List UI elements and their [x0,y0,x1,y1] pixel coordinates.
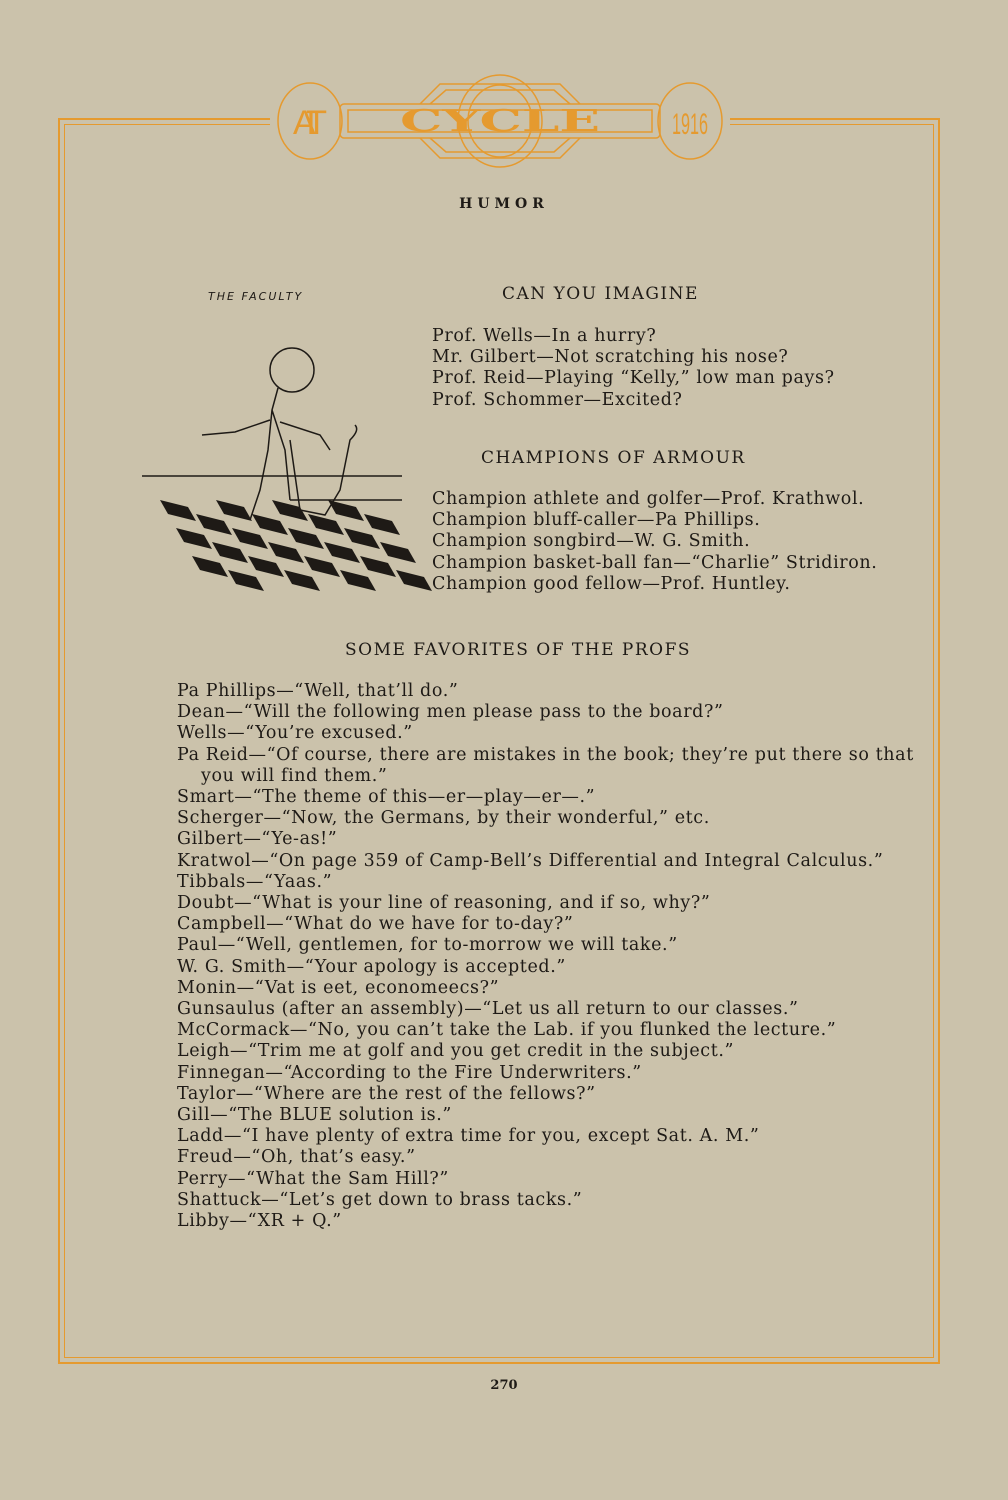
floor-tile [216,500,252,521]
floor-tile [212,542,248,563]
floor-tile [196,514,232,535]
champions-heading: CHAMPIONS OF ARMOUR [481,448,746,468]
logo-year: 1916 [672,108,708,141]
imagine-line: Prof. Schommer—Excited? [432,389,683,410]
favorite-quote: Doubt—“What is your line of reasoning, and if so, why?” [177,893,711,914]
favorite-quote: Pa Reid—“Of course, there are mistakes in the book; they’re put there so that [177,744,914,765]
floor-tile [340,570,376,591]
illustration-caption: THE FACULTY [208,290,304,303]
favorite-quote: Kratwol—“On page 359 of Camp-Bell’s Differential and Integral Calculus.” [177,850,884,871]
floor-tile [176,528,212,549]
favorite-quote: W. G. Smith—“Your apology is accepted.” [177,956,566,977]
section-title: HUMOR [459,196,549,212]
floor-tile [268,542,304,563]
champions-list [432,489,877,595]
imagine-heading: CAN YOU IMAGINE [502,284,699,304]
imagine-line: Prof. Reid—Playing “Kelly,” low man pays? [432,368,835,389]
imagine-line: Prof. Wells—In a hurry? [432,326,657,346]
champion-line: Champion good fellow—Prof. Huntley. [432,573,791,594]
favorite-quote: Wells—“You’re excused.” [177,723,413,744]
floor-tile [308,514,344,535]
floor-tile [160,500,196,521]
favorite-quote: Dean—“Will the following men please pass to the board?” [177,702,724,723]
champion-line: Champion songbird—W. G. Smith. [432,531,751,552]
floor-tile [344,528,380,549]
favorites-heading: SOME FAVORITES OF THE PROFS [345,640,692,660]
favorite-quote: Perry—“What the Sam Hill?” [177,1168,449,1189]
floor-tile [364,514,400,535]
favorite-quote: Freud—“Oh, that’s easy.” [177,1147,416,1168]
favorite-quote: Taylor—“Where are the rest of the fellows?” [177,1083,596,1104]
floor-tile [228,570,264,591]
floor-tile [288,528,324,549]
favorite-quote: Ladd—“I have plenty of extra time for you, except Sat. A. M.” [177,1126,760,1147]
floor-tile [232,528,268,549]
favorite-quote: Campbell—“What do we have for to-day?” [177,914,574,935]
favorite-quote: Tibbals—“Yaas.” [177,871,333,892]
favorite-quote: McCormack—“No, you can’t take the Lab. if you flunked the lecture.” [177,1020,837,1041]
favorite-quote: Pa Phillips—“Well, that’ll do.” [177,681,459,701]
floor-tile [360,556,396,577]
floor-tile [328,500,364,521]
favorite-quote: Smart—“The theme of this—er—play—er—.” [177,787,596,808]
favorite-quote: Gill—“The BLUE solution is.” [177,1105,452,1126]
favorite-quote: Monin—“Vat is eet, economeecs?” [177,977,500,998]
favorites-list [177,681,914,1232]
favorite-quote: Paul—“Well, gentlemen, for to-morrow we will take.” [177,935,678,956]
floor-tile [324,542,360,563]
floor-tile [192,556,228,577]
logo-cycle: CYCLE [400,104,600,139]
floor-tile [304,556,340,577]
floor-tile [248,556,284,577]
favorite-quote: Gunsaulus (after an assembly)—“Let us all return to our classes.” [177,999,799,1020]
favorite-quote: Gilbert—“Ye-as!” [177,829,338,850]
champion-line: Champion athlete and golfer—Prof. Krathwol. [432,489,865,509]
floor-tile [252,514,288,535]
favorite-quote: you will find them.” [201,765,388,786]
faculty-cartoon [140,340,410,600]
favorite-quote: Finnegan—“According to the Fire Underwriters.” [177,1062,642,1083]
imagine-list [432,326,835,411]
favorite-quote: Libby—“XR + Q.” [177,1211,342,1232]
favorite-quote: Scherger—“Now, the Germans, by their wonderful,” etc. [177,808,710,829]
champion-line: Champion bluff-caller—Pa Phillips. [432,510,761,531]
floor-tile [284,570,320,591]
imagine-line: Mr. Gilbert—Not scratching his nose? [432,347,789,368]
logo-ait: AIT [293,104,327,142]
cycle-logo [270,70,730,170]
page-number: 270 [490,1378,518,1393]
favorite-quote: Shattuck—“Let’s get down to brass tacks.” [177,1189,583,1210]
champion-line: Champion basket-ball fan—“Charlie” Stridiron. [432,552,878,573]
favorite-quote: Leigh—“Trim me at golf and you get credit in the subject.” [177,1041,735,1062]
